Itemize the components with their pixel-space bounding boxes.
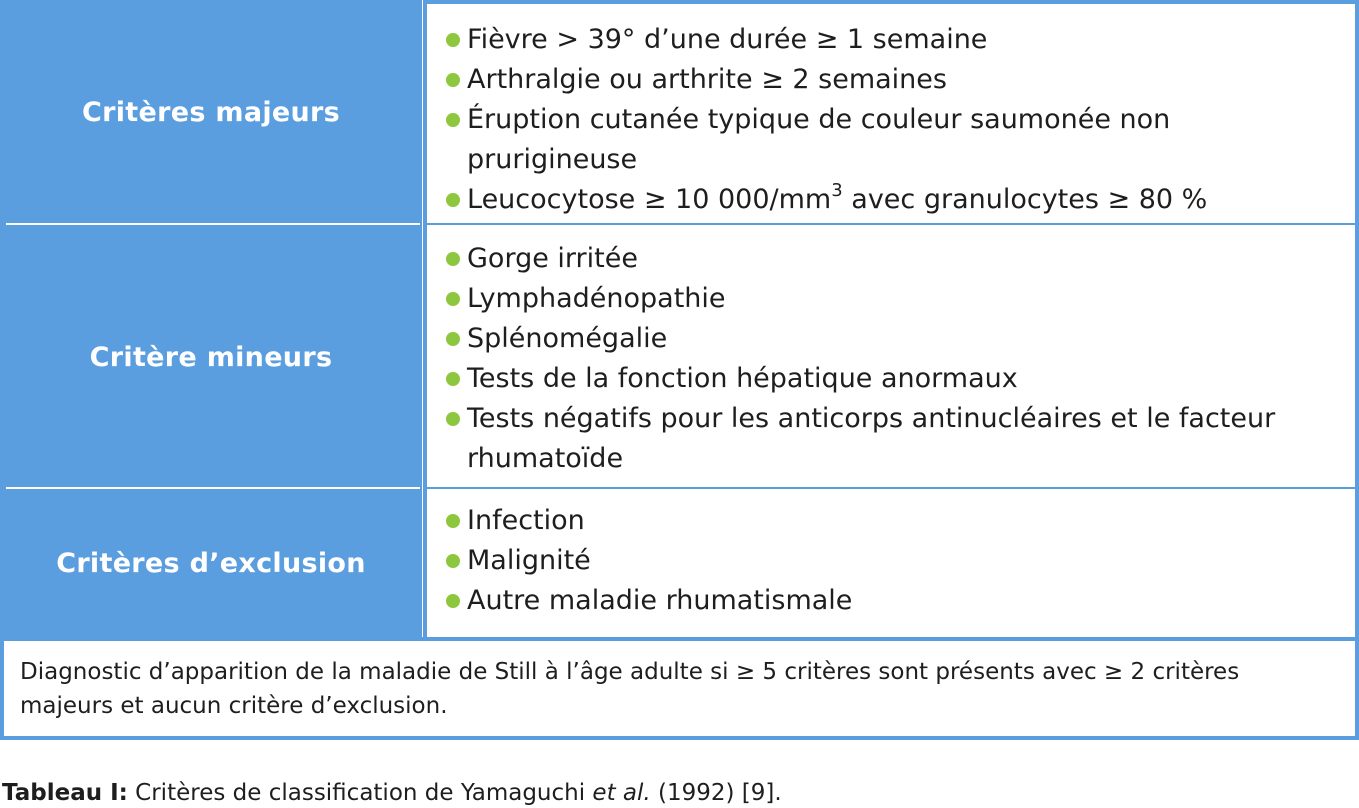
bullet-icon (446, 33, 460, 47)
row-header-cell (0, 489, 422, 637)
caption-label: Tableau I: (2, 780, 128, 806)
bullet-icon (446, 292, 460, 306)
criteria-list (443, 501, 1343, 621)
bullet-icon (446, 73, 460, 87)
list-item: Tests de la fonction hépatique anormaux (443, 359, 1343, 399)
row-header-cell (0, 225, 422, 489)
bullet-icon (446, 193, 460, 207)
list-item: Arthralgie ou arthrite ≥ 2 semaines (443, 60, 1343, 100)
row-major-criteria (0, 0, 1359, 225)
list-item: Malignité (443, 541, 1343, 581)
row-items-cell (423, 0, 1359, 225)
list-item: Splénomégalie (443, 319, 1343, 359)
bullet-icon (446, 372, 460, 386)
row-header-cell (0, 0, 422, 225)
list-item: Autre maladie rhumatismale (443, 581, 1343, 621)
caption-text: Critères de classification de Yamaguchi (127, 780, 593, 806)
bullet-icon (446, 554, 460, 568)
list-item: Éruption cutanée typique de couleur saumonée non prurigineuse (443, 100, 1343, 180)
superscript: 3 (831, 180, 843, 201)
list-item: Leucocytose ≥ 10 $000/mm^3$ avec granulocytes ≥ 80 % (443, 180, 1343, 220)
criteria-list (443, 20, 1343, 220)
bullet-icon (446, 594, 460, 608)
caption-italic: et al. (592, 780, 651, 806)
row-minor-criteria (0, 225, 1359, 489)
list-item: Infection (443, 501, 1343, 541)
caption-text-end: (1992) [9]. (650, 780, 782, 806)
row-exclusion-criteria (0, 489, 1359, 637)
bullet-icon (446, 332, 460, 346)
row-header-label: Critères d’exclusion (56, 547, 366, 579)
row-items-cell (423, 225, 1359, 489)
criteria-list (443, 239, 1343, 479)
list-item: Lymphadénopathie (443, 279, 1343, 319)
list-item: Fièvre > 39° d’une durée ≥ 1 semaine (443, 20, 1343, 60)
table-caption (2, 778, 782, 808)
row-header-label: Critère mineurs (89, 341, 333, 373)
bullet-icon (446, 514, 460, 528)
bullet-icon (446, 252, 460, 266)
row-items-cell (423, 489, 1359, 637)
list-item: Gorge irritée (443, 239, 1343, 279)
bullet-icon (446, 113, 460, 127)
row-header-label: Critères majeurs (81, 97, 341, 128)
list-item: Tests négatifs pour les anticorps antinucléaires et le facteur rhumatoïde (443, 399, 1343, 479)
table-footer-note: Diagnostic d’apparition de la maladie de Still à l’âge adulte si ≥ 5 critères sont présents avec ≥ 2 critères majeurs et aucun critère d’exclusion. (0, 637, 1359, 740)
bullet-icon (446, 412, 460, 426)
